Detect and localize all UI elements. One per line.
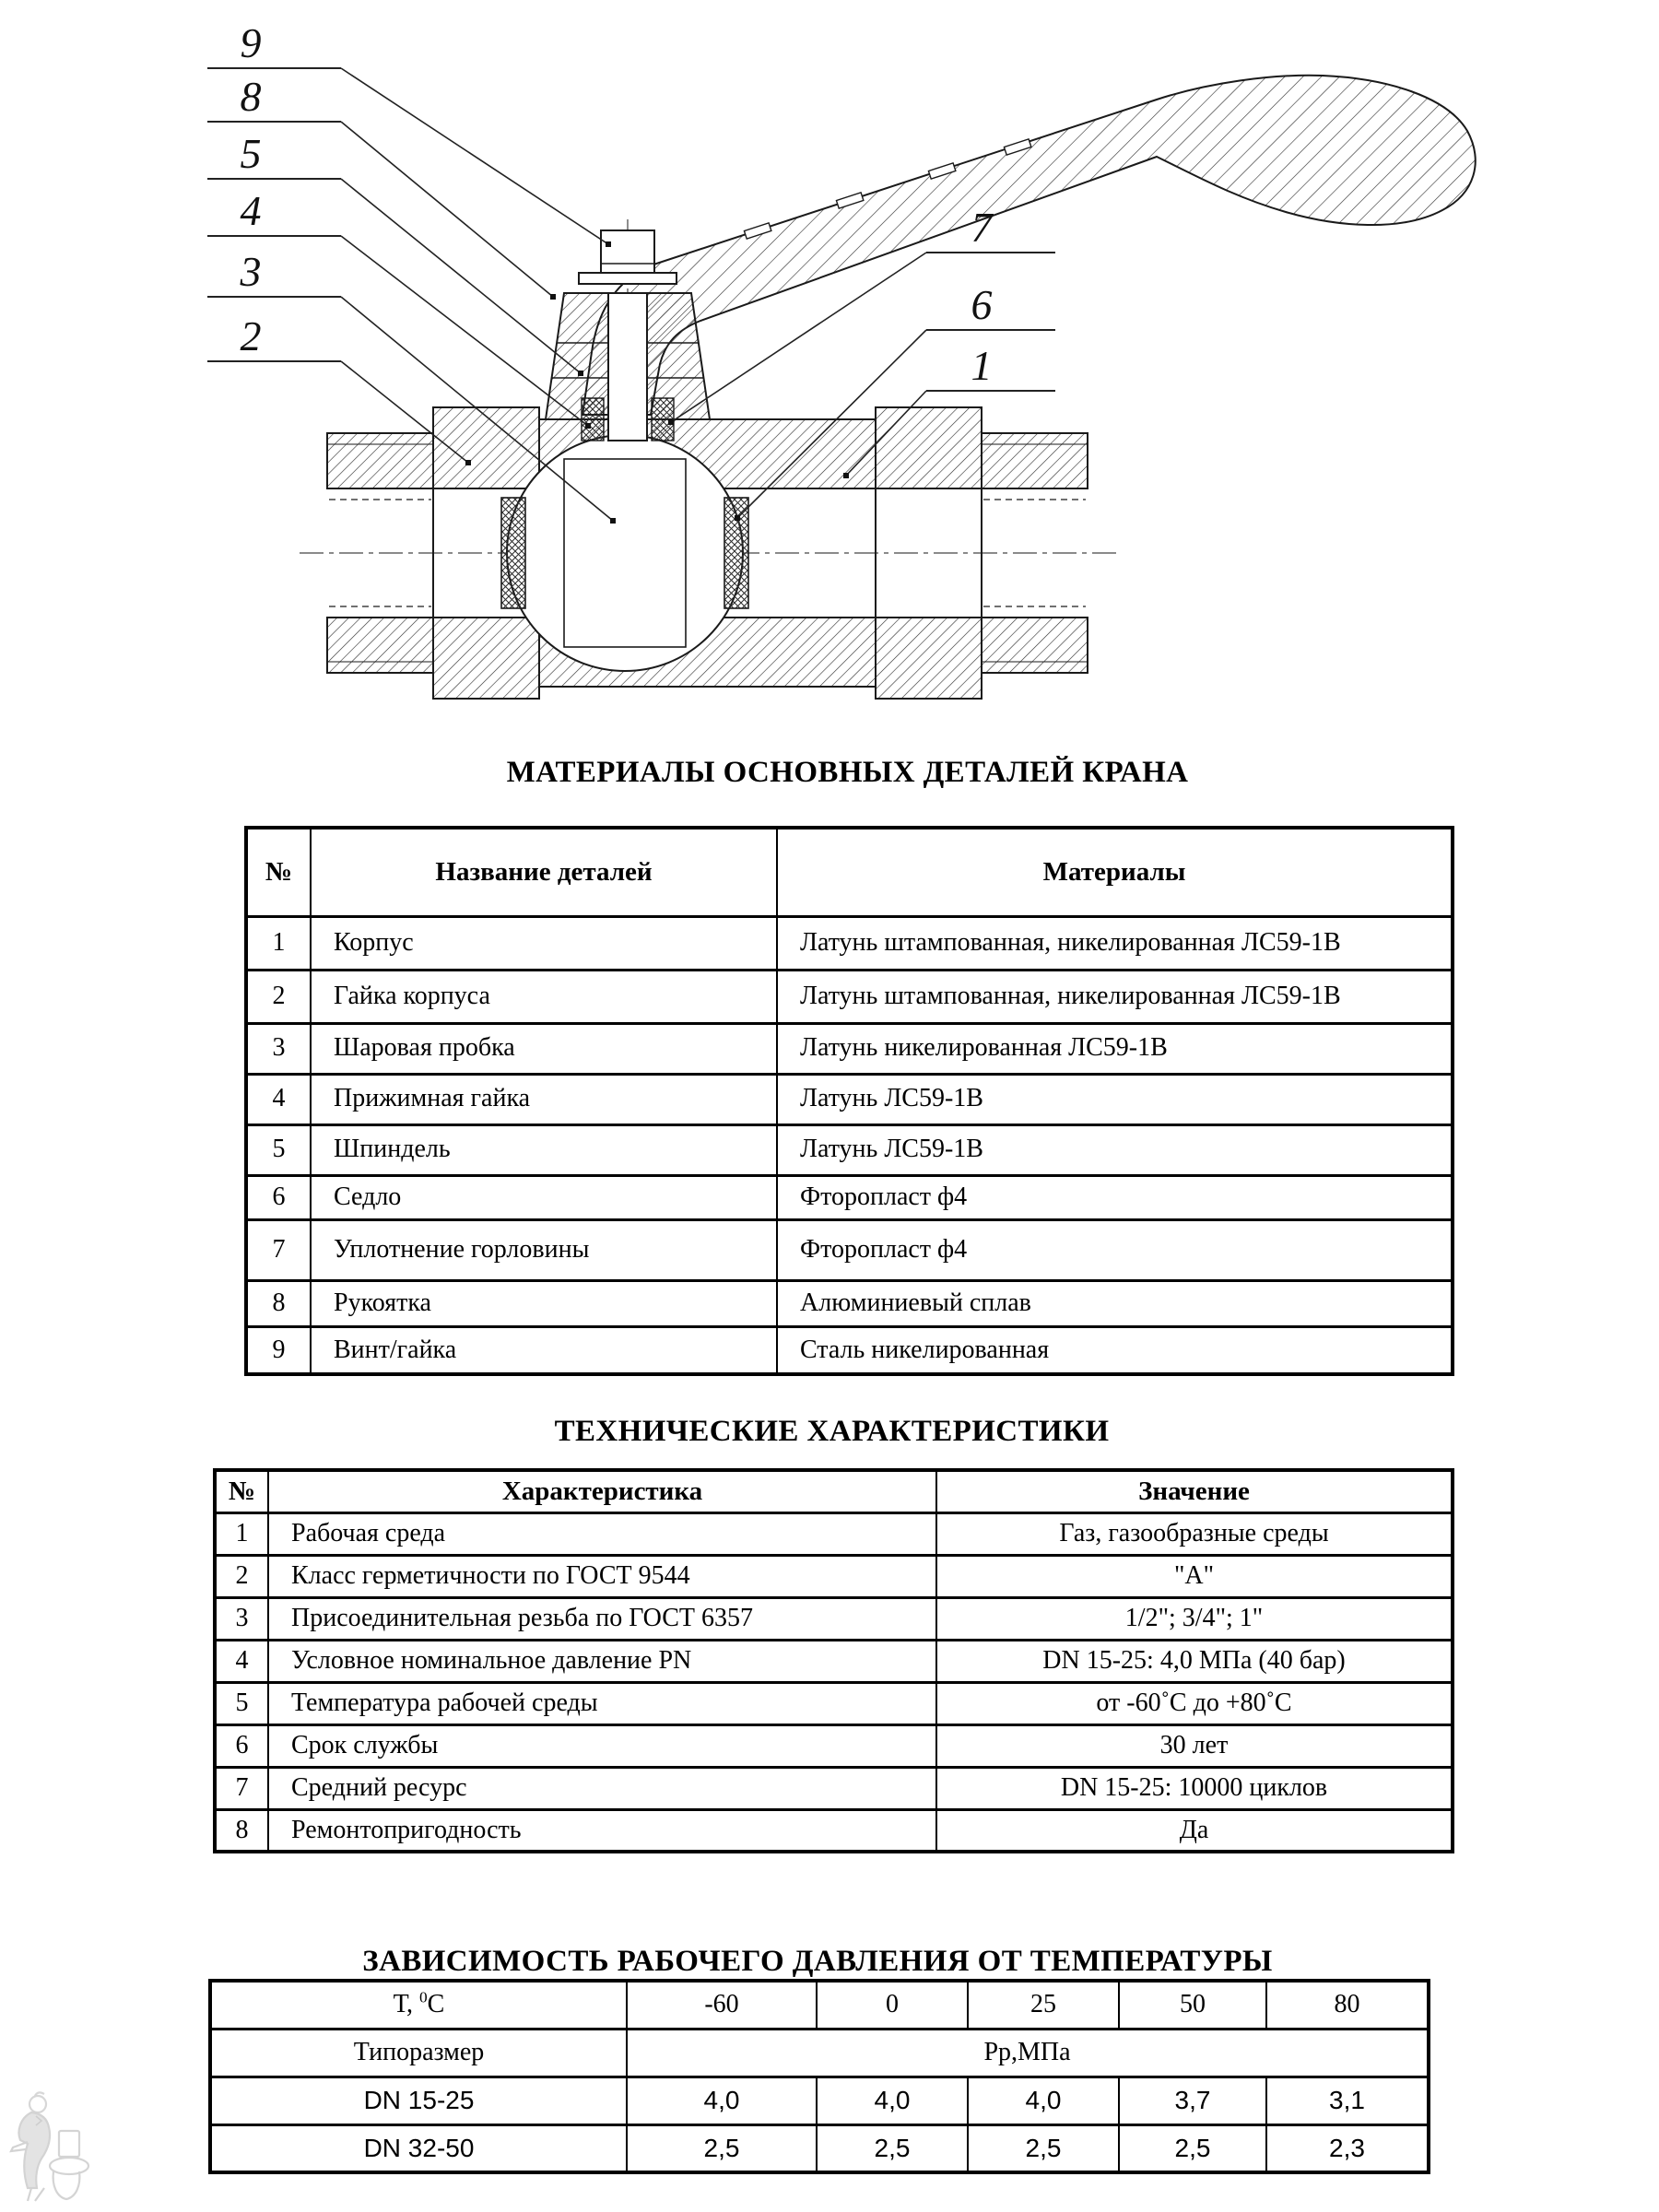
temperature-value: -60 xyxy=(627,1981,817,2029)
callout-9: 9 xyxy=(240,19,262,66)
callout-6: 6 xyxy=(971,281,993,328)
cell-number: 5 xyxy=(215,1682,268,1724)
cell-number: 4 xyxy=(246,1074,311,1124)
cell-name: Рабочая среда xyxy=(268,1512,936,1555)
cell-number: 3 xyxy=(246,1023,311,1074)
table-row xyxy=(246,1326,1453,1374)
cell-number: 2 xyxy=(215,1555,268,1597)
cell-value: Латунь ЛС59-1В xyxy=(777,1124,1453,1175)
pressure-value-cell: 2,5 xyxy=(968,2124,1119,2172)
table-row xyxy=(215,1555,1453,1597)
callout-7: 7 xyxy=(971,204,993,251)
table-row xyxy=(246,1074,1453,1124)
table-row xyxy=(246,1175,1453,1219)
header-row xyxy=(246,828,1453,916)
table-row xyxy=(215,1767,1453,1809)
materials-title: МАТЕРИАЛЫ ОСНОВНЫХ ДЕТАЛЕЙ КРАНА xyxy=(506,756,1189,789)
pressure-value-cell: 3,1 xyxy=(1266,2077,1429,2124)
valve-ball xyxy=(507,435,743,671)
table-row xyxy=(215,1724,1453,1767)
cell-number: 4 xyxy=(215,1640,268,1682)
column-header-2: Значение xyxy=(936,1470,1453,1512)
materials-table xyxy=(244,826,1454,1376)
cell-value: Да xyxy=(936,1809,1453,1852)
table-row xyxy=(246,1023,1453,1074)
pressure-row xyxy=(210,2124,1429,2172)
cell-value: Фторопласт ф4 xyxy=(777,1175,1453,1219)
temperature-value: 0 xyxy=(817,1981,968,2029)
cell-name: Срок службы xyxy=(268,1724,936,1767)
cell-name: Шаровая пробка xyxy=(311,1023,777,1074)
callout-2: 2 xyxy=(240,312,262,359)
cell-name: Температура рабочей среды xyxy=(268,1682,936,1724)
pressure-label-cell: Рр,МПа xyxy=(627,2029,1429,2077)
cell-value: Латунь штампованная, никелированная ЛС59-1В xyxy=(777,916,1453,970)
callout-5: 5 xyxy=(240,130,262,177)
cell-name: Рукоятка xyxy=(311,1280,777,1326)
table-row xyxy=(215,1640,1453,1682)
cell-number: 1 xyxy=(215,1512,268,1555)
column-header-1: Характеристика xyxy=(268,1470,936,1512)
pressure-value-cell: 4,0 xyxy=(627,2077,817,2124)
materials-table-body xyxy=(246,916,1453,1374)
pressure-row xyxy=(210,2077,1429,2124)
valve-handle xyxy=(582,76,1476,415)
column-header-0: № xyxy=(215,1470,268,1512)
cell-number: 2 xyxy=(246,970,311,1023)
pressure-value-cell: 2,5 xyxy=(817,2124,968,2172)
cell-value: Латунь штампованная, никелированная ЛС59-1В xyxy=(777,970,1453,1023)
table-row xyxy=(246,1280,1453,1326)
materials-table-header xyxy=(246,828,1453,916)
cell-name: Гайка корпуса xyxy=(311,970,777,1023)
cell-number: 8 xyxy=(246,1280,311,1326)
table-row xyxy=(246,970,1453,1023)
cell-value: Газ, газообразные среды xyxy=(936,1512,1453,1555)
column-header-2: Материалы xyxy=(777,828,1453,916)
specs-title: ТЕХНИЧЕСКИЕ ХАРАКТЕРИСТИКИ xyxy=(554,1415,1110,1448)
pressure-value-cell: 2,5 xyxy=(627,2124,817,2172)
temperature-label-cell: Т, $^0$С xyxy=(210,1981,627,2029)
pressure-value-cell: 3,7 xyxy=(1119,2077,1266,2124)
cell-name: Присоединительная резьба по ГОСТ 6357 xyxy=(268,1597,936,1640)
cell-value: DN 15-25: 10000 циклов xyxy=(936,1767,1453,1809)
cell-value: 1/2"; 3/4"; 1" xyxy=(936,1597,1453,1640)
callout-1: 1 xyxy=(971,342,993,389)
stem-screw xyxy=(601,230,654,273)
cell-name: Корпус xyxy=(311,916,777,970)
cell-number: 8 xyxy=(215,1809,268,1852)
cell-number: 7 xyxy=(215,1767,268,1809)
cell-name: Ремонтопригодность xyxy=(268,1809,936,1852)
callout-4: 4 xyxy=(240,187,262,234)
cell-value: Фторопласт ф4 xyxy=(777,1219,1453,1280)
column-header-0: № xyxy=(246,828,311,916)
cell-value: "А" xyxy=(936,1555,1453,1597)
size-header-row xyxy=(210,2029,1429,2077)
callout-8: 8 xyxy=(240,73,262,120)
cell-value: Латунь никелированная ЛС59-1В xyxy=(777,1023,1453,1074)
callout-3: 3 xyxy=(240,248,262,295)
cell-name: Класс герметичности по ГОСТ 9544 xyxy=(268,1555,936,1597)
pressure-table-body xyxy=(210,1981,1429,2172)
table-row xyxy=(246,1124,1453,1175)
size-cell: DN 15-25 xyxy=(210,2077,627,2124)
cell-number: 5 xyxy=(246,1124,311,1175)
specs-table-body xyxy=(215,1512,1453,1852)
specs-table-header xyxy=(215,1470,1453,1512)
size-label-cell: Типоразмер xyxy=(210,2029,627,2077)
plumber-watermark-icon xyxy=(7,2088,100,2208)
table-row xyxy=(246,1219,1453,1280)
cell-value: Латунь ЛС59-1В xyxy=(777,1074,1453,1124)
cell-value: Алюминиевый сплав xyxy=(777,1280,1453,1326)
cell-value: от -60˚С до +80˚С xyxy=(936,1682,1453,1724)
cell-name: Условное номинальное давление PN xyxy=(268,1640,936,1682)
table-row xyxy=(215,1512,1453,1555)
temperature-value: 50 xyxy=(1119,1981,1266,2029)
pressure-value-cell: 2,3 xyxy=(1266,2124,1429,2172)
column-header-1: Название деталей xyxy=(311,828,777,916)
cell-number: 7 xyxy=(246,1219,311,1280)
temperature-value: 80 xyxy=(1266,1981,1429,2029)
pressure-value-cell: 2,5 xyxy=(1119,2124,1266,2172)
cell-number: 1 xyxy=(246,916,311,970)
cell-name: Уплотнение горловины xyxy=(311,1219,777,1280)
pressure-temperature-table xyxy=(208,1979,1430,2174)
header-row xyxy=(215,1470,1453,1512)
cell-number: 9 xyxy=(246,1326,311,1374)
cell-name: Прижимная гайка xyxy=(311,1074,777,1124)
temperature-value: 25 xyxy=(968,1981,1119,2029)
cell-number: 6 xyxy=(215,1724,268,1767)
temperature-header-row xyxy=(210,1981,1429,2029)
cell-name: Седло xyxy=(311,1175,777,1219)
cell-value: DN 15-25: 4,0 МПа (40 бар) xyxy=(936,1640,1453,1682)
size-cell: DN 32-50 xyxy=(210,2124,627,2172)
pressure-value-cell: 4,0 xyxy=(817,2077,968,2124)
pressure-title: ЗАВИСИМОСТЬ РАБОЧЕГО ДАВЛЕНИЯ ОТ ТЕМПЕРАТУРЫ xyxy=(362,1945,1273,1978)
table-row xyxy=(215,1682,1453,1724)
valve-drawing xyxy=(147,9,1493,737)
cell-name: Винт/гайка xyxy=(311,1326,777,1374)
table-row xyxy=(215,1597,1453,1640)
degree-superscript: 0 xyxy=(418,1988,428,2006)
cell-name: Шпиндель xyxy=(311,1124,777,1175)
pressure-value-cell: 4,0 xyxy=(968,2077,1119,2124)
table-row xyxy=(246,916,1453,970)
table-row xyxy=(215,1809,1453,1852)
cell-value: 30 лет xyxy=(936,1724,1453,1767)
specs-table xyxy=(213,1468,1454,1853)
cell-name: Средний ресурс xyxy=(268,1767,936,1809)
cell-number: 6 xyxy=(246,1175,311,1219)
cell-value: Сталь никелированная xyxy=(777,1326,1453,1374)
cell-number: 3 xyxy=(215,1597,268,1640)
